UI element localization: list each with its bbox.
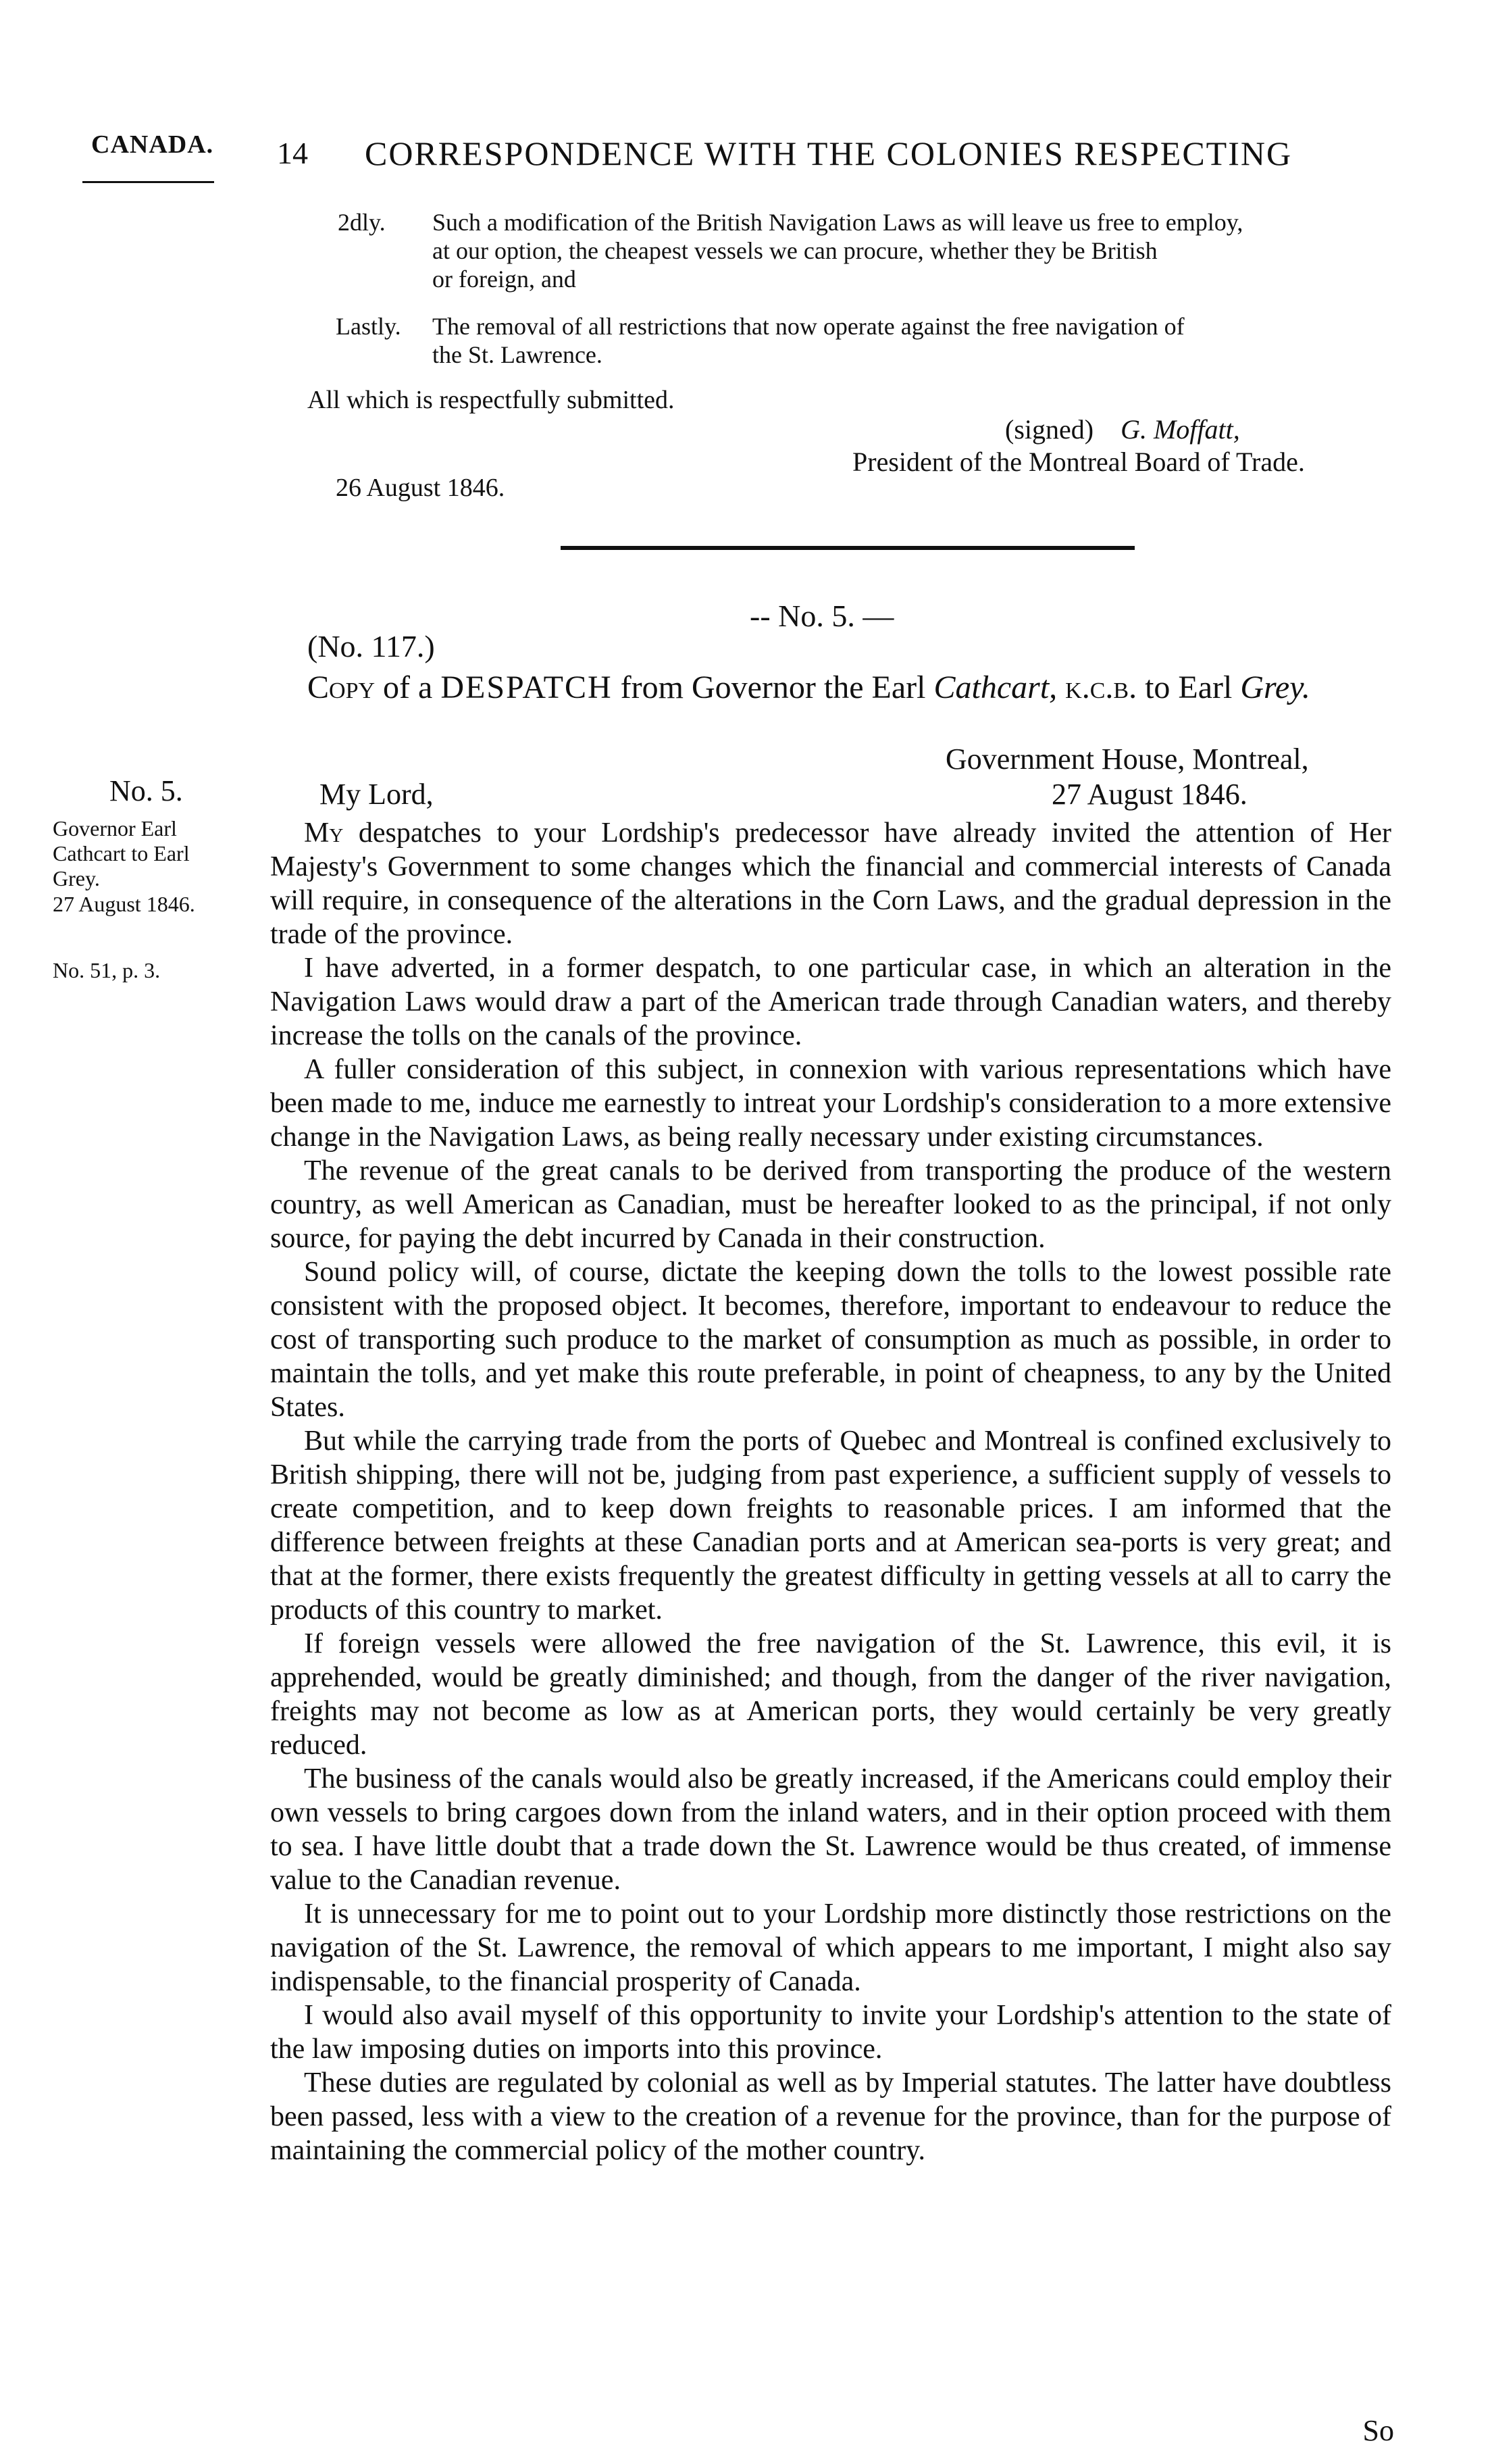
clause-line: or foreign, and bbox=[432, 266, 576, 293]
margin-note-from bbox=[53, 816, 190, 891]
clause-lead: 2dly. bbox=[338, 209, 386, 236]
paragraph-text: despatches to your Lordship's predecessor have already invited the attention of Her Majesty's Government to some changes which the financial and commercial interests of Canada will require, in consequence of the alterations in the Corn Laws, and the gradual depression in the trade of the province. bbox=[270, 818, 1392, 950]
paragraph: Sound policy will, of course, dictate the keeping down the tolls to the lowest possible rate consistent with the proposed object. It becomes, therefore, important to endeavour to reduce the cost of transporting such produce to the market of consumption as much as possible, in order to maintain the tolls, and yet make this route preferable, in point of cheapness, to any by the United States. bbox=[270, 1257, 1391, 1423]
clause-body bbox=[432, 312, 1185, 369]
despatch-title bbox=[307, 669, 1310, 706]
section-divider bbox=[561, 546, 1135, 550]
signatory-title: President of the Montreal Board of Trade. bbox=[852, 447, 1305, 477]
running-title: CORRESPONDENCE WITH THE COLONIES RESPECTING bbox=[365, 134, 1293, 172]
paragraph: It is unnecessary for me to point out to your Lordship more distinctly those restrictions on the navigation of the St. Lawrence, the removal of which appears to me important, I might also say indispensable, to the financial prosperity of Canada. bbox=[270, 1899, 1391, 1997]
submission-line: All which is respectfully submitted. bbox=[307, 386, 675, 414]
clause-body bbox=[432, 208, 1412, 293]
title-to: to Earl bbox=[1145, 670, 1233, 705]
clause-secondly bbox=[338, 208, 1412, 296]
signed-prefix: (signed) bbox=[1005, 414, 1094, 445]
margin-note-line: Governor Earl bbox=[53, 816, 177, 840]
title-of-a: of a bbox=[383, 670, 433, 705]
paragraph: I would also avail myself of this opportunity to invite your Lordship's attention to the state of the law imposing duties on imports into this province. bbox=[270, 2000, 1391, 2065]
letter-body bbox=[270, 816, 1391, 2167]
clause-line: the St. Lawrence. bbox=[432, 341, 602, 368]
paragraph bbox=[270, 816, 1391, 951]
paragraph: The business of the canals would also be greatly increased, if the Americans could employ their own vessels to bring cargoes down from the inland waters, and in their option proceed with them to sea. I have little doubt that a trade down the St. Lawrence would be thus created, of immense value to the Canadian revenue. bbox=[270, 1763, 1391, 1896]
title-from: from Governor the Earl bbox=[620, 670, 926, 705]
signature-name: G. Moffatt, bbox=[1121, 414, 1240, 445]
margin-note-line: Cathcart to Earl bbox=[53, 841, 190, 865]
region-label: CANADA. bbox=[91, 130, 214, 159]
paragraph: These duties are regulated by colonial as well as by Imperial statutes. The latter have doubtless been passed, less with a view to the creation of a revenue for the province, than for the purpose of maintaining the commercial policy of the mother country. bbox=[270, 2067, 1391, 2166]
letter-date: 27 August 1846. bbox=[1052, 778, 1247, 811]
title-copy: Copy bbox=[307, 670, 376, 705]
clause-line: Such a modification of the British Navigation Laws as will leave us free to employ, bbox=[432, 209, 1243, 236]
paragraph: The revenue of the great canals to be derived from transporting the produce of the western country, as well American as Canadian, must be hereafter looked to as the principal, if not only source, for paying the debt incurred by Canada in their construction. bbox=[270, 1155, 1391, 1254]
margin-note-number: No. 5. bbox=[109, 774, 183, 807]
catchword: So bbox=[1362, 2414, 1394, 2447]
region-label-rule bbox=[82, 181, 214, 183]
title-name: Cathcart, bbox=[933, 670, 1058, 705]
clause-lastly bbox=[336, 312, 1410, 373]
document-number: -- No. 5. — bbox=[750, 599, 894, 633]
title-kcb: k.c.b. bbox=[1065, 670, 1137, 705]
margin-note-date: 27 August 1846. bbox=[53, 892, 195, 916]
page-number: 14 bbox=[277, 136, 308, 170]
margin-note-reference: No. 51, p. 3. bbox=[53, 958, 161, 982]
despatch-number: (No. 117.) bbox=[307, 629, 435, 663]
clause-lead: Lastly. bbox=[336, 313, 401, 340]
margin-note-line: Grey. bbox=[53, 866, 100, 890]
signature-line bbox=[1005, 413, 1240, 445]
paragraph-opening-word: My bbox=[304, 818, 344, 849]
clause-line: at our option, the cheapest vessels we can procure, whether they be British bbox=[432, 237, 1158, 264]
paragraph: I have adverted, in a former despatch, to one particular case, in which an alteration in the Navigation Laws would draw a part of the American trade through Canadian waters, and thereby increase the tolls on the canals of the province. bbox=[270, 953, 1391, 1051]
title-despatch: DESPATCH bbox=[440, 670, 613, 705]
paragraph: If foreign vessels were allowed the free navigation of the St. Lawrence, this evil, it is apprehended, would be greatly diminished; and though, from the danger of the river navigation, freights may not become as low as at American ports, they would certainly be very greatly reduced. bbox=[270, 1628, 1391, 1761]
salutation: My Lord, bbox=[319, 778, 434, 811]
memorial-date: 26 August 1846. bbox=[336, 474, 505, 502]
clause-line: The removal of all restrictions that now operate against the free navigation of bbox=[432, 313, 1185, 340]
paragraph: A fuller consideration of this subject, in connexion with various representations which have been made to me, induce me earnestly to intreat your Lordship's consideration to a more extensive change in the Navigation Laws, as being really necessary under existing circumstances. bbox=[270, 1054, 1391, 1153]
letter-address: Government House, Montreal, bbox=[946, 743, 1309, 776]
paragraph: But while the carrying trade from the ports of Quebec and Montreal is confined exclusively to British shipping, there will not be, judging from past experience, a sufficient supply of vessels to create competition, and to keep down freights to reasonable prices. I am informed that the difference between freights at these Canadian ports and at American sea-ports is very great; and that at the former, there exists frequently the greatest difficulty in getting vessels at all to carry the products of this country to market. bbox=[270, 1426, 1391, 1626]
title-grey: Grey. bbox=[1240, 670, 1310, 705]
